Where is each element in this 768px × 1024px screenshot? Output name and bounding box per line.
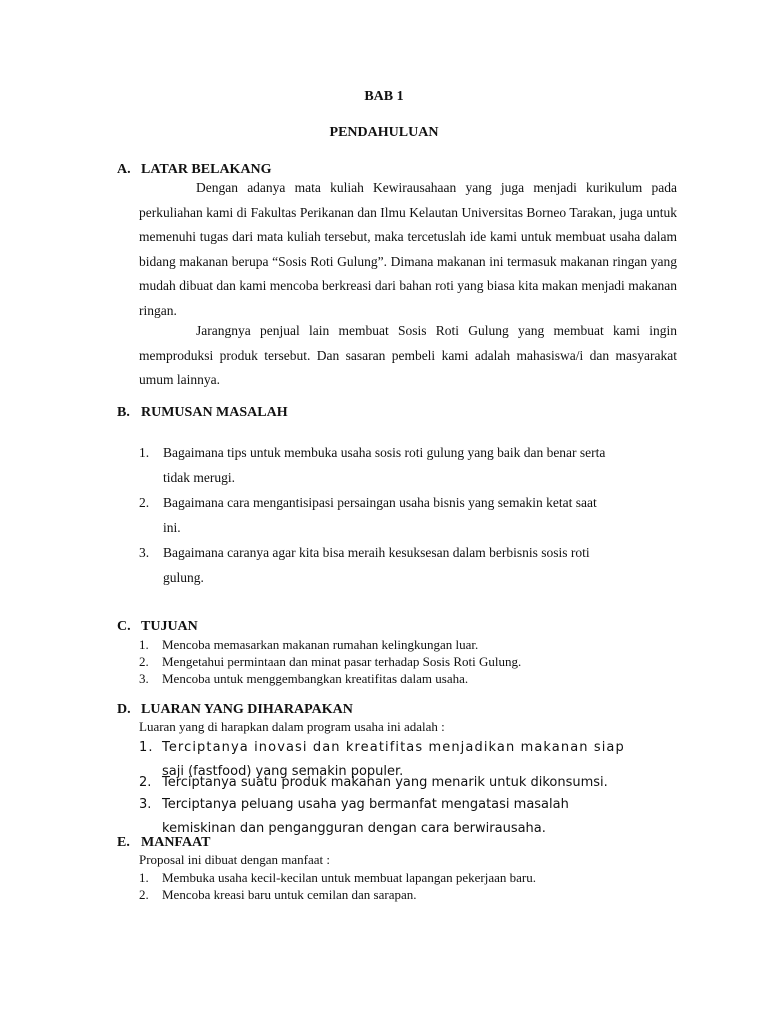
list-text: Mencoba untuk menggembangkan kreatifitas dalam usaha. <box>162 671 469 686</box>
list-item <box>139 636 699 653</box>
chapter-number: BAB 1 <box>364 89 404 104</box>
section-letter: D. <box>117 702 131 717</box>
list-text: Mencoba kreasi baru untuk cemilan dan sarapan. <box>162 887 417 902</box>
list-text: Terciptanya peluang usaha yag bermanfat mengatasi masalah <box>162 797 569 812</box>
section-title: LUARAN YANG DIHARAPAKAN <box>141 702 353 717</box>
list-number: 1. <box>139 637 149 652</box>
list-number: 2. <box>139 654 149 669</box>
list-number: 2. <box>139 775 152 790</box>
section-heading-luaran <box>117 702 353 718</box>
section-letter: A. <box>117 162 131 177</box>
list-number: 2. <box>139 887 149 902</box>
list-text-continued: saji (fastfood) yang semakin populer. <box>162 764 404 779</box>
list-number: 2. <box>139 495 150 510</box>
section-letter: E. <box>117 835 130 850</box>
list-item <box>139 440 677 490</box>
list-number: 3. <box>139 545 150 560</box>
section-title: RUMUSAN MASALAH <box>141 405 288 420</box>
list-text: Bagaimana caranya agar kita bisa meraih kesuksesan dalam berbisnis sosis roti <box>163 545 590 560</box>
paragraph-latar-1: Dengan adanya mata kuliah Kewirausahaan yang juga menjadi kurikulum pada perkuliahan kami di Fakultas Perikanan dan Ilmu Kelautan Universitas Borneo Tarakan, juga untuk memenuhi tugas dari mata kuliah tersebut, maka tercetuslah ide kami untuk membuat usaha dalam bidang makanan berupa “Sosis Roti Gulung”. Dimana makanan ini termasuk makanan ringan yang mudah dibuat dan kami mencoba berkreasi dari bahan roti yang biasa kita makan menjadi makanan ringan. <box>139 180 677 318</box>
list-item <box>139 540 677 590</box>
list-item <box>139 886 699 903</box>
list-text: Mengetahui permintaan dan minat pasar terhadap Sosis Roti Gulung. <box>162 654 522 669</box>
list-text-continued: kemiskinan dan pengangguran dengan cara berwirausaha. <box>162 821 546 836</box>
list-text: Terciptanya suatu produk makanan yang menarik untuk dikonsumsi. <box>162 775 608 790</box>
list-number: 1. <box>139 740 154 755</box>
list-text-continued: gulung. <box>163 570 204 585</box>
list-item <box>139 670 699 687</box>
list-item <box>139 793 699 841</box>
list-text: Mencoba memasarkan makanan rumahan kelingkungan luar. <box>162 637 479 652</box>
luaran-intro: Luaran yang di harapkan dalam program usaha ini adalah : <box>139 719 445 734</box>
list-text: Bagaimana tips untuk membuka usaha sosis roti gulung yang baik dan benar serta <box>163 445 606 460</box>
list-number: 1. <box>139 870 149 885</box>
tujuan-list <box>139 636 699 687</box>
section-title: LATAR BELAKANG <box>141 162 272 177</box>
section-heading-tujuan <box>117 619 198 635</box>
manfaat-intro: Proposal ini dibuat dengan manfaat : <box>139 852 330 867</box>
section-heading-manfaat <box>117 835 210 851</box>
section-heading-rumusan-masalah <box>117 405 288 421</box>
section-title: MANFAAT <box>141 835 211 850</box>
list-number: 3. <box>139 797 152 812</box>
list-text: Bagaimana cara mengantisipasi persaingan usaha bisnis yang semakin ketat saat <box>163 495 597 510</box>
list-item <box>139 653 699 670</box>
paragraph-latar-2: Jarangnya penjual lain membuat Sosis Roti Gulung yang membuat kami ingin memproduksi produk tersebut. Dan sasaran pembeli kami adalah mahasiswa/i dan masyarakat umum lainnya. <box>139 323 677 387</box>
list-item <box>139 490 677 540</box>
list-text-continued: ini. <box>163 520 181 535</box>
section-title: TUJUAN <box>141 619 198 634</box>
section-letter: B. <box>117 405 130 420</box>
manfaat-list <box>139 869 699 903</box>
list-text: Terciptanya inovasi dan kreatifitas menjadikan makanan siap <box>162 740 625 755</box>
list-text: Membuka usaha kecil-kecilan untuk membuat lapangan pekerjaan baru. <box>162 870 536 885</box>
section-letter: C. <box>117 619 131 634</box>
list-item <box>139 869 699 886</box>
list-text-continued: tidak merugi. <box>163 470 235 485</box>
list-number: 3. <box>139 671 149 686</box>
chapter-title: PENDAHULUAN <box>329 125 439 140</box>
list-item <box>139 775 699 790</box>
list-number: 1. <box>139 445 150 460</box>
